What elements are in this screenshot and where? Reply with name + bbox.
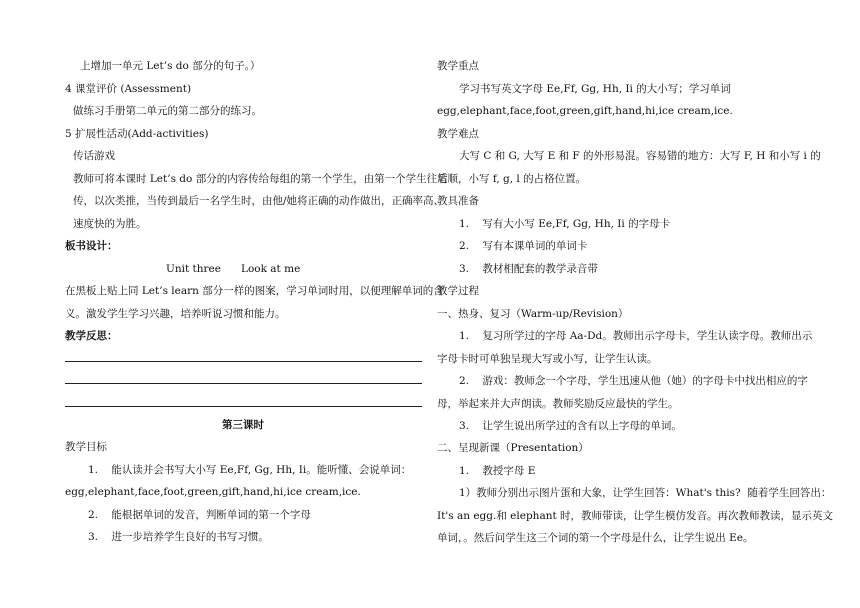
- writing-line: [65, 361, 422, 362]
- prep-item: 3. 教材相配套的教学录音带: [459, 263, 598, 275]
- text-line: 义。激发学生学习兴趣，培养听说习惯和能力。: [65, 308, 286, 320]
- text-line: 传，以次类推，当传到最后一名学生时，由他/她将正确的动作做出，正确率高、: [73, 195, 445, 207]
- key-title: 教学重点: [437, 60, 479, 72]
- text-line: 母，举起来并大声朗读。教师奖励反应最快的学生。: [437, 398, 679, 410]
- text-line: 单词，。然后问学生这三个词的第一个字母是什么，让学生说出 Ee。: [437, 532, 754, 544]
- section-presentation: 二、呈现新课（Presentation）: [437, 442, 589, 454]
- text-line: 教师可将本课时 Let’s do 部分的内容传给每组的第一个学生，由第一个学生往后: [73, 173, 448, 185]
- text-line: 大写 C 和 G, 大写 E 和 F 的外形易混。容易错的地方：大写 F, H 和小写 i 的: [459, 150, 821, 162]
- text-line: 做练习手册第二单元的第二部分的练习。: [73, 105, 262, 117]
- prep-item: 2. 写有本课单词的单词卡: [459, 240, 588, 252]
- goals-title: 教学目标: [65, 441, 107, 453]
- section-warmup: 一、热身、复习（Warm-up/Revision）: [437, 308, 629, 320]
- writing-line: [65, 406, 422, 407]
- text-line: It's an egg.和 elephant 时，教师带读，让学生模仿发音。再次教师教读，显示英文: [437, 510, 834, 522]
- text-line: 1）教师分别出示图片蛋和大象，让学生回答：What's this? 随着学生回答出：: [459, 487, 832, 499]
- text-line: egg,elephant,face,foot,green,gift,hand,hi,ice cream,ice.: [437, 105, 733, 117]
- reflection-title: 教学反思：: [65, 330, 118, 342]
- goal-item: 3. 进一步培养学生良好的书写习惯。: [88, 531, 269, 543]
- text-line: 笔顺，小写 f, g, l 的占格位置。: [437, 173, 587, 185]
- text-line: 3. 让学生说出所学过的含有以上字母的单词。: [459, 420, 682, 432]
- text-line: 上增加一单元 Let’s do 部分的句子。）: [80, 60, 261, 72]
- text-line: 学习书写英文字母 Ee,Ff, Gg, Hh, Ii 的大小写；学习单词: [459, 83, 731, 95]
- board-title: 板书设计：: [65, 240, 118, 252]
- text-line: egg,elephant,face,foot,green,gift,hand,hi,ice cream,ice.: [65, 486, 361, 498]
- game-title: 传话游戏: [73, 150, 115, 162]
- text-line: 1. 复习所学过的字母 Aa-Dd。教师出示字母卡，学生认读字母。教师出示: [459, 330, 813, 342]
- text-line: 速度快的为胜。: [73, 218, 147, 230]
- goal-item: 1. 能认读并会书写大小写 Ee,Ff, Gg, Hh, Ii。能听懂、会说单词：: [88, 464, 412, 476]
- text-line: 在黑板上贴上同 Let’s learn 部分一样的图案，学习单词时用，以便理解单词的含: [65, 285, 444, 297]
- text-line: 字母卡时可单独呈现大写或小写，让学生认读。: [437, 353, 658, 365]
- prep-title: 教具准备: [437, 195, 479, 207]
- section-assessment: 4 课堂评价 (Assessment): [65, 83, 192, 95]
- writing-line: [65, 383, 422, 384]
- process-title: 教学过程: [437, 285, 479, 297]
- lesson-heading: 第三课时: [222, 419, 264, 431]
- board-unit: Unit three Look at me: [166, 263, 301, 275]
- text-line: 1. 教授字母 E: [459, 465, 536, 477]
- section-extension: 5 扩展性活动(Add-activities): [65, 128, 209, 140]
- goal-item: 2. 能根据单词的发音，判断单词的第一个字母: [88, 509, 311, 521]
- text-line: 2. 游戏：教师念一个字母，学生迅速从他（她）的字母卡中找出相应的字: [459, 375, 808, 387]
- prep-item: 1. 写有大小写 Ee,Ff, Gg, Hh, Ii 的字母卡: [459, 218, 671, 230]
- difficulty-title: 教学难点: [437, 128, 479, 140]
